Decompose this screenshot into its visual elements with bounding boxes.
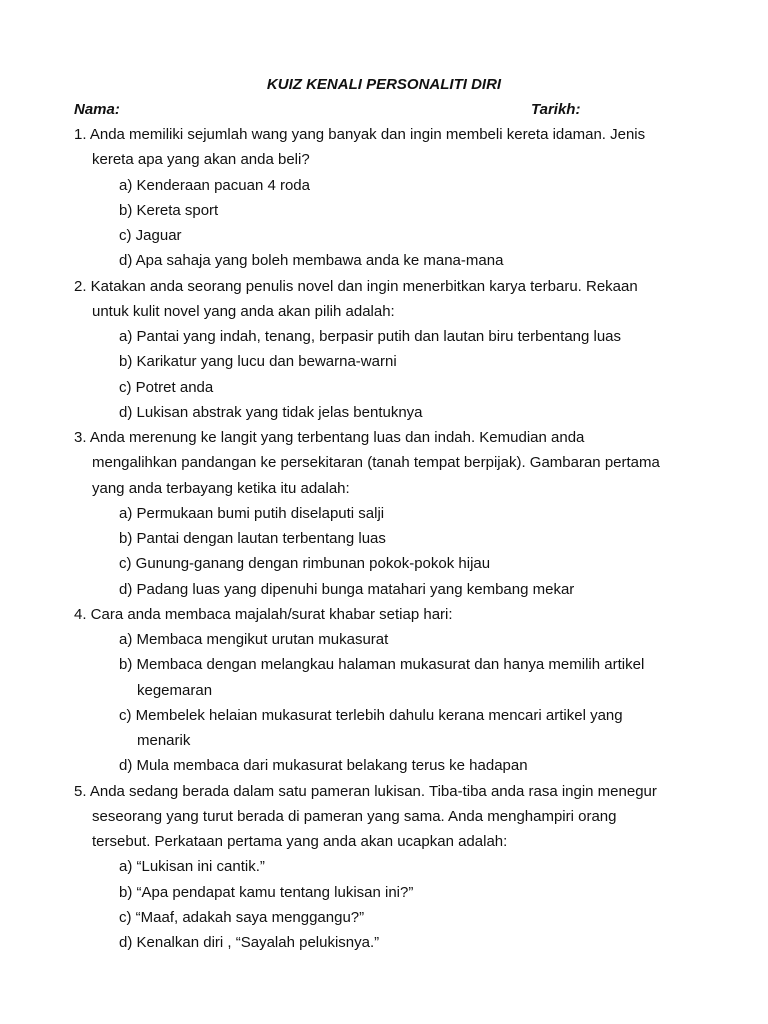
question-5-option-b: b) “Apa pendapat kamu tentang lukisan ini?” [119, 884, 414, 901]
quiz-title: KUIZ KENALI PERSONALITI DIRI [266, 76, 502, 93]
question-5-option-a: a) “Lukisan ini cantik.” [119, 858, 265, 875]
question-4-option-c: menarik [137, 732, 191, 749]
question-5-option-d: d) Kenalkan diri , “Sayalah pelukisnya.” [119, 934, 380, 951]
question-3-text-line: mengalihkan pandangan ke persekitaran (tanah tempat berpijak). Gambaran pertama [92, 454, 660, 471]
question-4-option-a: a) Membaca mengikut urutan mukasurat [119, 631, 389, 648]
question-2-option-b: b) Karikatur yang lucu dan bewarna-warni [119, 353, 397, 370]
question-4-text-line: 4. Cara anda membaca majalah/surat khabar setiap hari: [74, 606, 453, 623]
question-2-option-a: a) Pantai yang indah, tenang, berpasir putih dan lautan biru terbentang luas [119, 328, 622, 345]
question-3-option-d: d) Padang luas yang dipenuhi bunga matahari yang kembang mekar [119, 581, 575, 598]
question-3-text-line: yang anda terbayang ketika itu adalah: [92, 480, 350, 497]
question-2-option-c: c) Potret anda [119, 379, 214, 396]
question-3-option-a: a) Permukaan bumi putih diselaputi salji [119, 505, 385, 522]
question-1-option-d: d) Apa sahaja yang boleh membawa anda ke mana-mana [119, 252, 504, 269]
question-1-text-line: kereta apa yang akan anda beli? [92, 151, 310, 168]
question-4-option-b: b) Membaca dengan melangkau halaman mukasurat dan hanya memilih artikel [119, 656, 645, 673]
question-1-text-line: 1. Anda memiliki sejumlah wang yang banyak dan ingin membeli kereta idaman. Jenis [74, 126, 646, 143]
question-4-option-d: d) Mula membaca dari mukasurat belakang terus ke hadapan [119, 757, 528, 774]
question-2-text-line: untuk kulit novel yang anda akan pilih adalah: [92, 303, 395, 320]
question-5-text-line: tersebut. Perkataan pertama yang anda akan ucapkan adalah: [92, 833, 508, 850]
question-2-option-d: d) Lukisan abstrak yang tidak jelas bentuknya [119, 404, 423, 421]
date-field-label: Tarikh: [531, 101, 581, 118]
question-4-option-c: c) Membelek helaian mukasurat terlebih dahulu kerana mencari artikel yang [119, 707, 623, 724]
name-field-label: Nama: [74, 101, 120, 118]
question-3-option-c: c) Gunung-ganang dengan rimbunan pokok-pokok hijau [119, 555, 491, 572]
question-4-option-b: kegemaran [137, 682, 213, 699]
question-3-text-line: 3. Anda merenung ke langit yang terbentang luas dan indah. Kemudian anda [74, 429, 585, 446]
question-1-option-a: a) Kenderaan pacuan 4 roda [119, 177, 310, 194]
question-5-option-c: c) “Maaf, adakah saya menggangu?” [119, 909, 365, 926]
question-5-text-line: seseorang yang turut berada di pameran yang sama. Anda menghampiri orang [92, 808, 617, 825]
question-5-text-line: 5. Anda sedang berada dalam satu pameran lukisan. Tiba-tiba anda rasa ingin menegur [74, 783, 657, 800]
question-2-text-line: 2. Katakan anda seorang penulis novel dan ingin menerbitkan karya terbaru. Rekaan [74, 278, 638, 295]
question-1-option-c: c) Jaguar [119, 227, 182, 244]
question-1-option-b: b) Kereta sport [119, 202, 219, 219]
question-3-option-b: b) Pantai dengan lautan terbentang luas [119, 530, 386, 547]
